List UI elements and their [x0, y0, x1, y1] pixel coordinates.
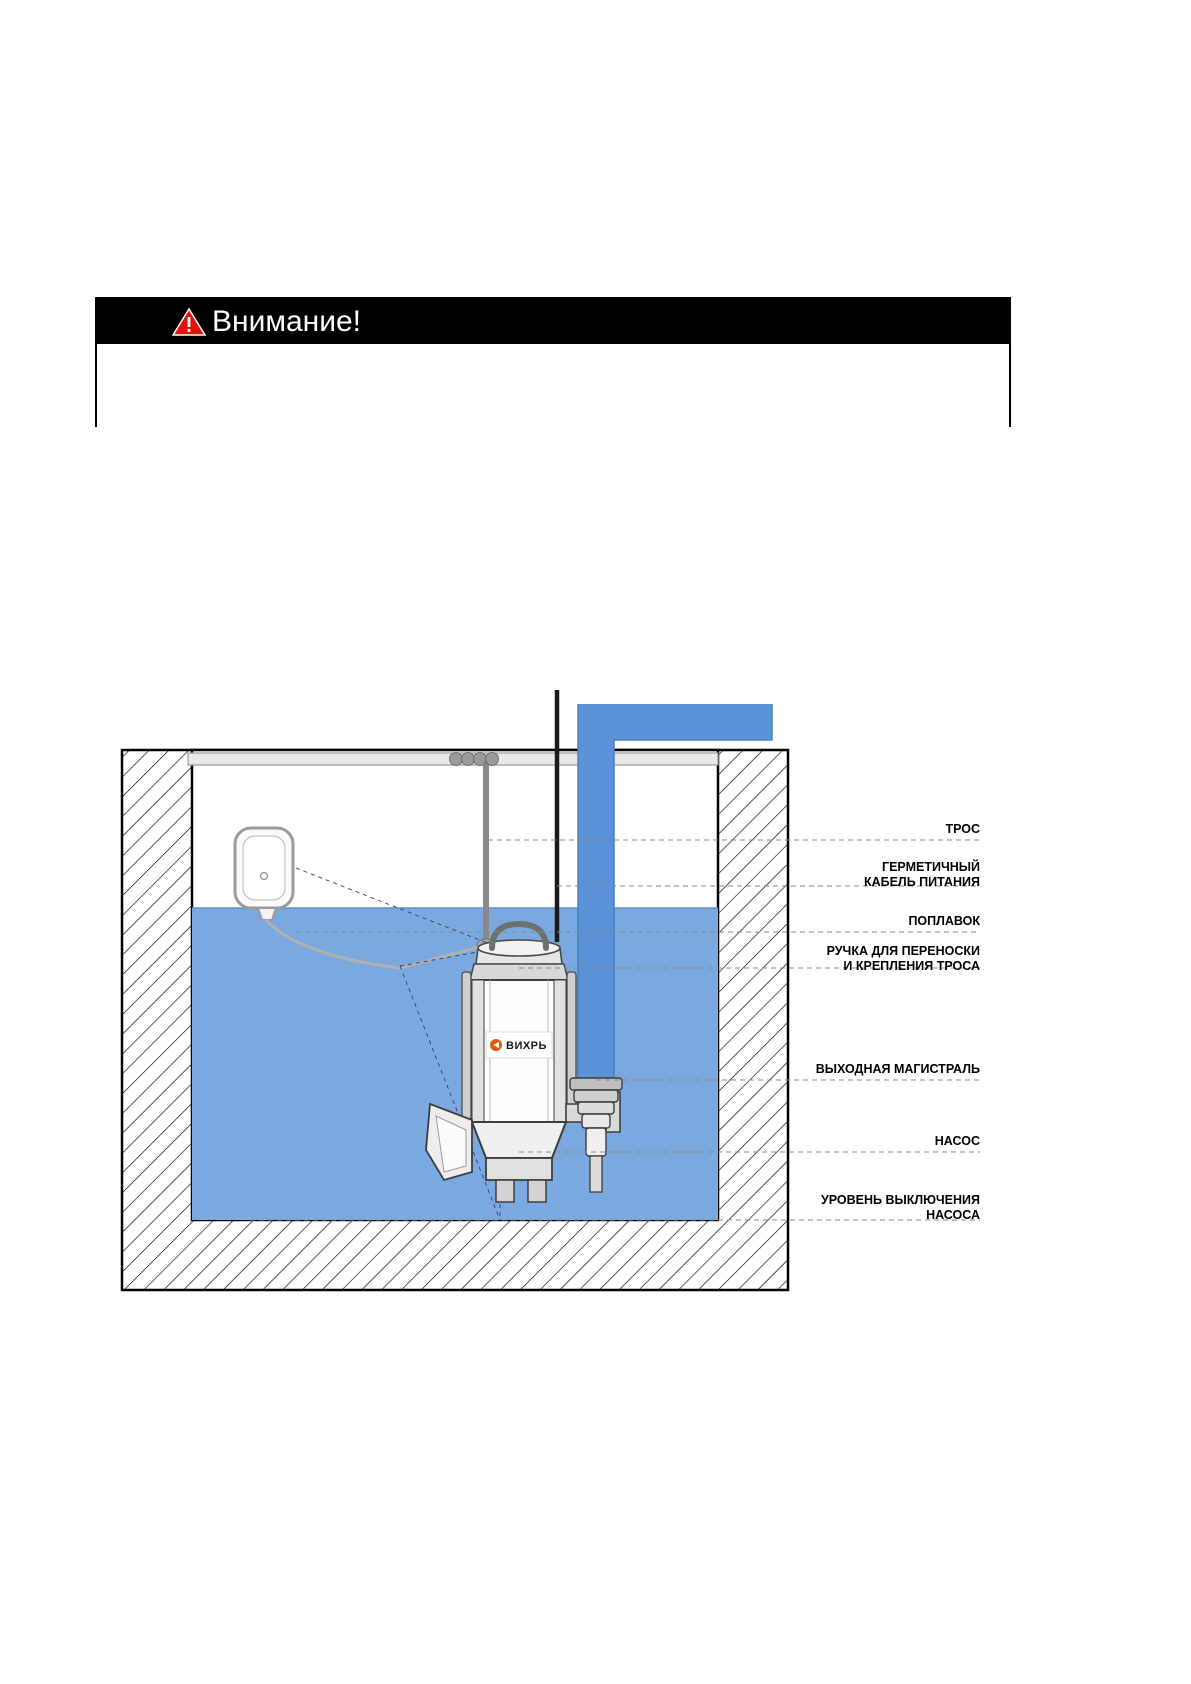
warning-title-group — [172, 304, 361, 338]
label-handle-line2: И КРЕПЛЕНИЯ ТРОСА — [843, 959, 980, 973]
warning-header-bar — [97, 299, 1009, 344]
label-shutoff-level-line2: НАСОСА — [926, 1208, 980, 1222]
label-float: ПОПЛАВОК — [908, 914, 980, 928]
label-power-cable-line2: КАБЕЛЬ ПИТАНИЯ — [863, 875, 980, 889]
pump-installation-diagram — [100, 680, 1100, 1360]
label-power-cable-line1: ГЕРМЕТИЧНЫЙ — [882, 860, 980, 874]
label-outlet-line: ВЫХОДНАЯ МАГИСТРАЛЬ — [815, 1062, 980, 1076]
warning-callout-box — [95, 297, 1011, 427]
warning-body-text — [97, 344, 1009, 427]
warning-title-text: Внимание! — [212, 304, 361, 338]
warning-triangle-icon — [172, 307, 206, 337]
label-pump: НАСОС — [934, 1134, 980, 1148]
label-cable-rope: ТРОС — [945, 822, 980, 836]
diagram-labels — [816, 822, 981, 1222]
pump-brand-label: ВИХРЬ — [506, 1040, 547, 1052]
label-shutoff-level-line1: УРОВЕНЬ ВЫКЛЮЧЕНИЯ — [820, 1193, 980, 1207]
label-handle-line1: РУЧКА ДЛЯ ПЕРЕНОСКИ — [826, 944, 980, 958]
